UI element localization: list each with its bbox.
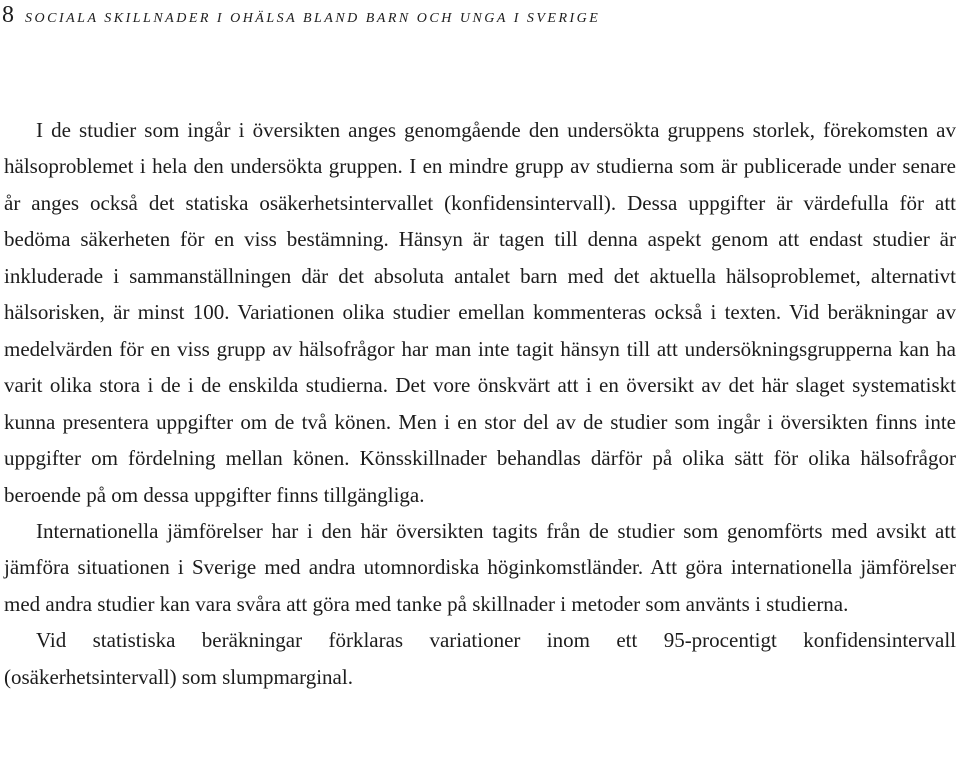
body-text <box>4 112 956 695</box>
paragraph: I de studier som ingår i översikten anges genomgående den undersökta gruppens storlek, förekomsten av hälsoproblemet i hela den undersökta gruppen. I en mindre grupp av studierna som är publicerade under senare år anges också det statiska osäkerhetsintervallet (konfidensintervall). Dessa uppgifter är värdefulla för att bedöma säkerheten för en viss bestämning. Hänsyn är tagen till denna aspekt genom att endast studier är inkluderade i sammanställningen där det absoluta antalet barn med det aktuella hälsoproblemet, alternativt hälsorisken, är minst 100. Variationen olika studier emellan kommenteras också i texten. Vid beräkningar av medelvärden för en viss grupp av hälsofrågor har man inte tagit hänsyn till att undersökningsgrupperna kan ha varit olika stora i de i de enskilda studierna. Det vore önskvärt att i en översikt av det här slaget systematiskt kunna presentera uppgifter om de två könen. Men i en stor del av de studier som ingår i översikten finns inte uppgifter om fördelning mellan könen. Könsskillnader behandlas därför på olika sätt för olika hälsofrågor beroende på om dessa uppgifter finns tillgängliga. <box>4 118 956 507</box>
running-head: SOCIALA SKILLNADER I OHÄLSA BLAND BARN OCH UNGA I SVERIGE <box>25 11 601 26</box>
paragraph: Internationella jämförelser har i den här översikten tagits från de studier som genomförts med avsikt att jämföra situationen i Sverige med andra utomnordiska höginkomstländer. Att göra internationella jämförelser med andra studier kan vara svåra att göra med tanke på skillnader i metoder som använts i studierna. <box>4 518 956 616</box>
page-number: 8 <box>2 2 14 28</box>
page-header <box>2 0 600 30</box>
paragraph: Vid statistiska beräkningar förklaras variationer inom ett 95-procentigt konfidensintervall (osäkerhetsintervall) som slumpmarginal. <box>4 628 956 689</box>
